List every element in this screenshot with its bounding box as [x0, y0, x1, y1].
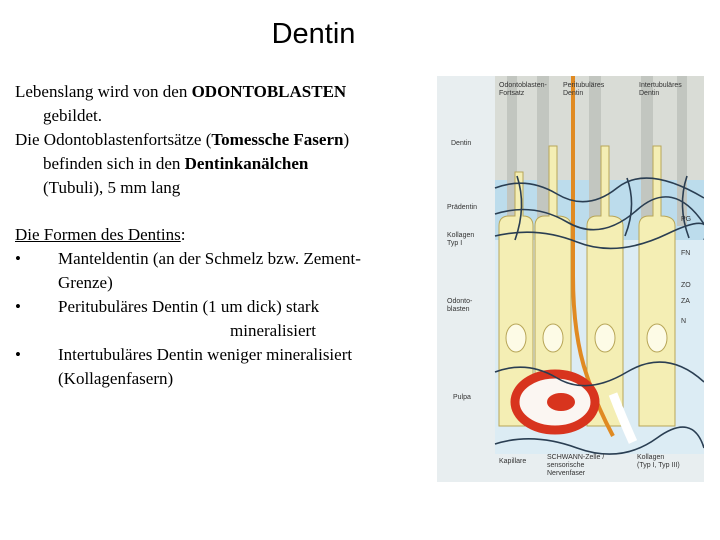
slide-title: Dentin [271, 18, 356, 50]
label-za: ZA [681, 298, 690, 305]
dentin-diagram-svg [437, 76, 704, 482]
forms-heading [15, 223, 430, 247]
capillary-cell [547, 393, 575, 411]
para2-bold: Tomessche Fasern [211, 130, 344, 149]
bullet-dot: • [15, 249, 21, 268]
label-praedentin: Prädentin [447, 204, 477, 211]
bullet-1-line1: Manteldentin (an der Schmelz bzw. Zement- [58, 249, 361, 268]
bullet-2-line1: Peritubuläres Dentin (1 um dick) stark [58, 297, 320, 316]
para2-line2 [15, 152, 430, 176]
dentin-tubule [641, 76, 653, 226]
label-dentin: Dentin [451, 140, 472, 147]
bullet-dot: • [15, 297, 21, 316]
label-fn: FN [681, 250, 691, 257]
bullet-1-line2: Grenze) [58, 273, 113, 292]
label-odontoblasten-fortsatz: Odontoblasten- Fortsatz [499, 82, 547, 97]
cell-nucleus [647, 324, 667, 352]
label-kapillare: Kapillare [499, 458, 527, 465]
label-schwann-zelle: SCHWANN-Zelle / sensorische Nervenfaser [547, 454, 605, 477]
paragraph-odontoblasten [15, 80, 430, 128]
forms-heading-colon: : [180, 225, 186, 244]
para2-suffix: ) [343, 130, 350, 149]
bullet-dot: • [15, 345, 21, 364]
bullet-2-line2: mineralisiert [230, 321, 316, 340]
label-kollagen-typ: Kollagen (Typ I, Typ III) [637, 454, 680, 469]
label-intertubulaeres-dentin: Intertubuläres Dentin [639, 82, 682, 97]
label-pulpa: Pulpa [453, 394, 471, 401]
paragraph-tomes [15, 128, 430, 200]
para1-prefix: Lebenslang wird von den [15, 82, 192, 101]
cell-nucleus [595, 324, 615, 352]
forms-heading-text: Die Formen des Dentins [15, 225, 181, 244]
para1-bold: ODONTOBLASTEN [191, 82, 347, 101]
bullet-item [15, 295, 430, 343]
bullet-3-line2: (Kollagenfasern) [58, 369, 174, 388]
bullet-item [15, 343, 430, 391]
bullet-3-line1: Intertubuläres Dentin weniger mineralisiert [58, 345, 353, 364]
dentin-diagram [437, 76, 704, 482]
label-peritubulaeres-dentin: Peritubuläres Dentin [563, 82, 605, 97]
dentin-tubule [537, 76, 549, 226]
para1-line2: gebildet. [43, 106, 103, 125]
para2-prefix: Die Odontoblastenfortsätze ( [15, 130, 212, 149]
dentin-tubule [589, 76, 601, 226]
bullet-item [15, 247, 430, 295]
text-block [15, 80, 430, 391]
para2-line2-bold: Dentinkanälchen [184, 154, 309, 173]
label-column [437, 76, 495, 482]
para2-line2-prefix: befinden sich in den [43, 154, 185, 173]
label-pg: PG [681, 216, 692, 223]
label-zo: ZO [681, 282, 691, 289]
label-n: N [681, 318, 687, 325]
cell-nucleus [543, 324, 563, 352]
cell-nucleus [506, 324, 526, 352]
label-kollagen-typ-i: Kollagen Typ I [447, 232, 475, 247]
label-odontoblasten: Odonto- blasten [447, 298, 473, 313]
para2-line3: (Tubuli), 5 mm lang [43, 178, 181, 197]
